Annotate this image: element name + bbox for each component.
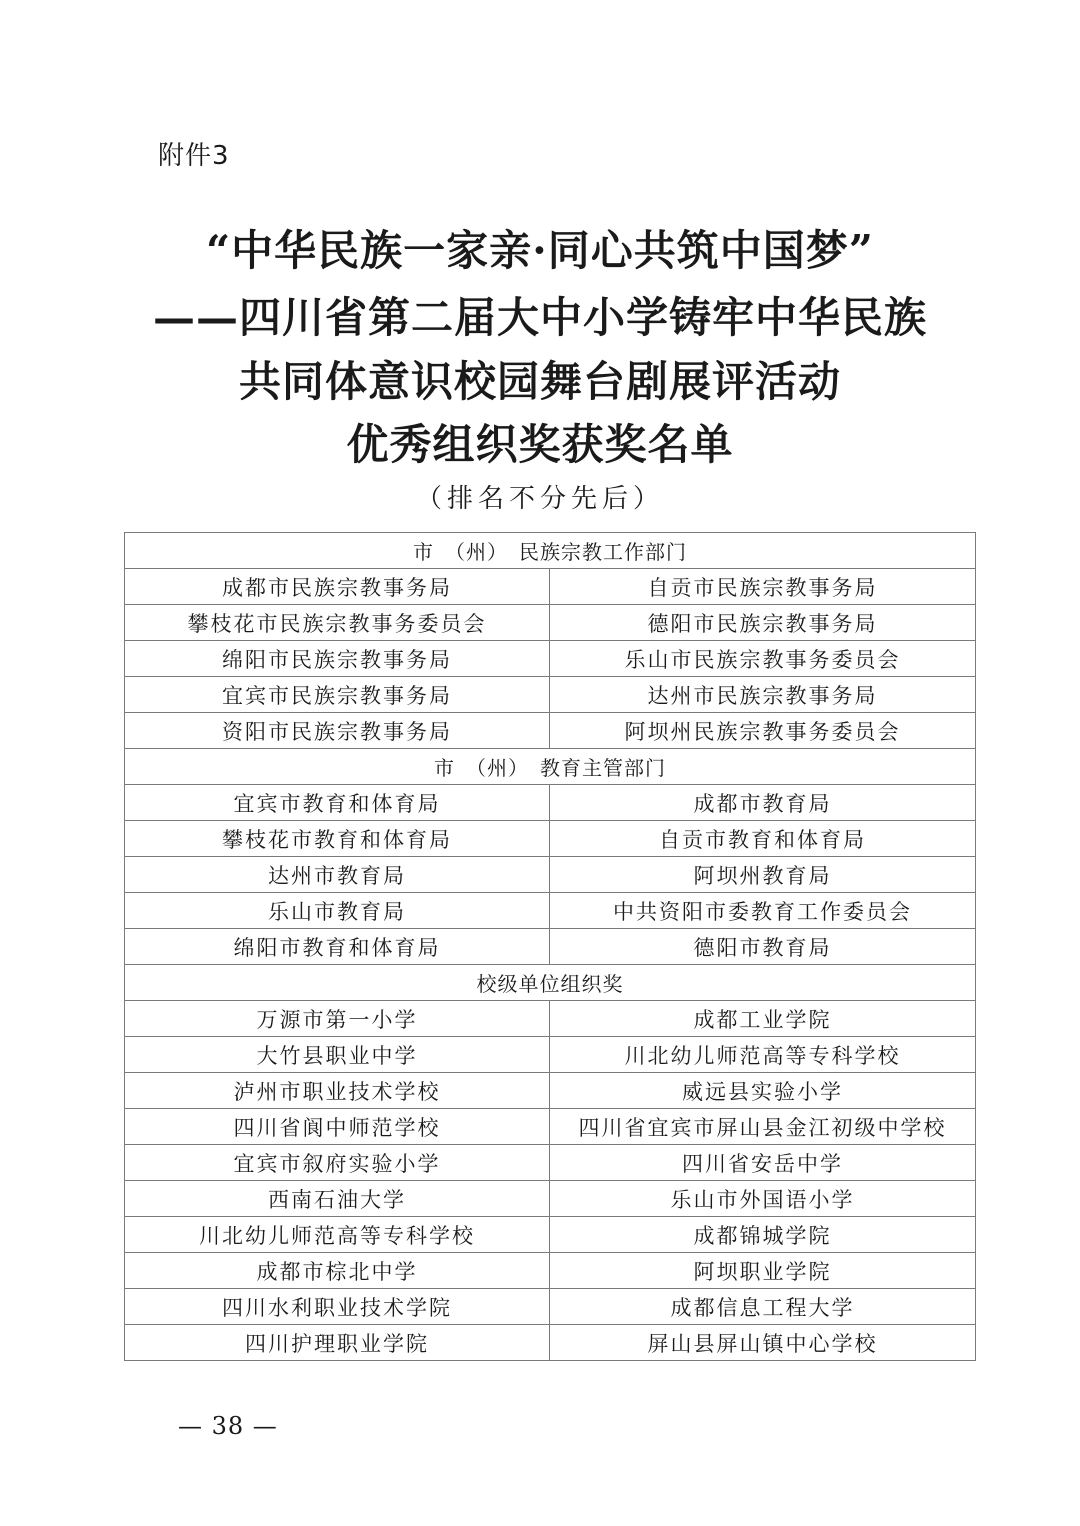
table-cell: 成都锦城学院	[550, 1217, 976, 1253]
table-cell: 攀枝花市教育和体育局	[125, 821, 550, 857]
table-cell: 达州市民族宗教事务局	[550, 677, 976, 713]
table-cell: 成都市教育局	[550, 785, 976, 821]
page-number: — 38 —	[178, 1412, 278, 1440]
table-cell: 成都工业学院	[550, 1001, 976, 1037]
table-cell: 成都信息工程大学	[550, 1289, 976, 1325]
table-row	[125, 569, 976, 605]
table-cell: 阿坝州教育局	[550, 857, 976, 893]
table-cell: 四川水利职业技术学院	[125, 1289, 550, 1325]
table-cell: 大竹县职业中学	[125, 1037, 550, 1073]
section-heading: 市 （州） 教育主管部门	[125, 749, 976, 785]
table-row	[125, 1289, 976, 1325]
table-cell: 四川省阆中师范学校	[125, 1109, 550, 1145]
table-cell: 宜宾市教育和体育局	[125, 785, 550, 821]
table-cell: 四川省安岳中学	[550, 1145, 976, 1181]
table-cell: 攀枝花市民族宗教事务委员会	[125, 605, 550, 641]
table-row	[125, 1037, 976, 1073]
table-row	[125, 1001, 976, 1037]
table-row	[125, 1145, 976, 1181]
table-cell: 资阳市民族宗教事务局	[125, 713, 550, 749]
table-cell: 德阳市民族宗教事务局	[550, 605, 976, 641]
table-cell: 屏山县屏山镇中心学校	[550, 1325, 976, 1361]
table-row	[125, 677, 976, 713]
award-list-table	[124, 532, 976, 1361]
table-row	[125, 1181, 976, 1217]
table-row	[125, 893, 976, 929]
table-cell: 德阳市教育局	[550, 929, 976, 965]
table-cell: 西南石油大学	[125, 1181, 550, 1217]
section-header-row	[125, 533, 976, 569]
table-cell: 宜宾市叙府实验小学	[125, 1145, 550, 1181]
table-cell: 自贡市教育和体育局	[550, 821, 976, 857]
table-cell: 乐山市教育局	[125, 893, 550, 929]
table-row	[125, 857, 976, 893]
section-heading: 市 （州） 民族宗教工作部门	[125, 533, 976, 569]
title-line-4: 优秀组织奖获奖名单	[346, 420, 734, 469]
section-heading: 校级单位组织奖	[125, 965, 976, 1001]
table-row	[125, 1325, 976, 1361]
table-cell: 四川护理职业学院	[125, 1325, 550, 1361]
section-header-row	[125, 965, 976, 1001]
table-cell: 川北幼儿师范高等专科学校	[125, 1217, 550, 1253]
table-row	[125, 713, 976, 749]
table-row	[125, 785, 976, 821]
table-cell: 成都市民族宗教事务局	[125, 569, 550, 605]
table-cell: 中共资阳市委教育工作委员会	[550, 893, 976, 929]
table-cell: 达州市教育局	[125, 857, 550, 893]
table-cell: 绵阳市教育和体育局	[125, 929, 550, 965]
table-row	[125, 1253, 976, 1289]
table-cell: 四川省宜宾市屏山县金江初级中学校	[550, 1109, 976, 1145]
table-row	[125, 605, 976, 641]
table-row	[125, 1109, 976, 1145]
section-header-row	[125, 749, 976, 785]
table-cell: 乐山市民族宗教事务委员会	[550, 641, 976, 677]
title-line-3: 共同体意识校园舞台剧展评活动	[238, 357, 841, 406]
table-row	[125, 641, 976, 677]
table-cell: 万源市第一小学	[125, 1001, 550, 1037]
subtitle: （排名不分先后）	[415, 484, 664, 514]
title-line-1: “中华民族一家亲·同心共筑中国梦”	[206, 226, 874, 275]
table-cell: 自贡市民族宗教事务局	[550, 569, 976, 605]
table-cell: 川北幼儿师范高等专科学校	[550, 1037, 976, 1073]
table-cell: 宜宾市民族宗教事务局	[125, 677, 550, 713]
table-cell: 阿坝州民族宗教事务委员会	[550, 713, 976, 749]
table-cell: 成都市棕北中学	[125, 1253, 550, 1289]
table-row	[125, 1073, 976, 1109]
table-cell: 威远县实验小学	[550, 1073, 976, 1109]
table-row	[125, 1217, 976, 1253]
table-row	[125, 929, 976, 965]
table-cell: 阿坝职业学院	[550, 1253, 976, 1289]
table-row	[125, 821, 976, 857]
table-cell: 乐山市外国语小学	[550, 1181, 976, 1217]
attachment-label: 附件3	[158, 141, 230, 171]
table-cell: 泸州市职业技术学校	[125, 1073, 550, 1109]
table-cell: 绵阳市民族宗教事务局	[125, 641, 550, 677]
title-line-2: ——四川省第二届大中小学铸牢中华民族	[152, 293, 927, 342]
